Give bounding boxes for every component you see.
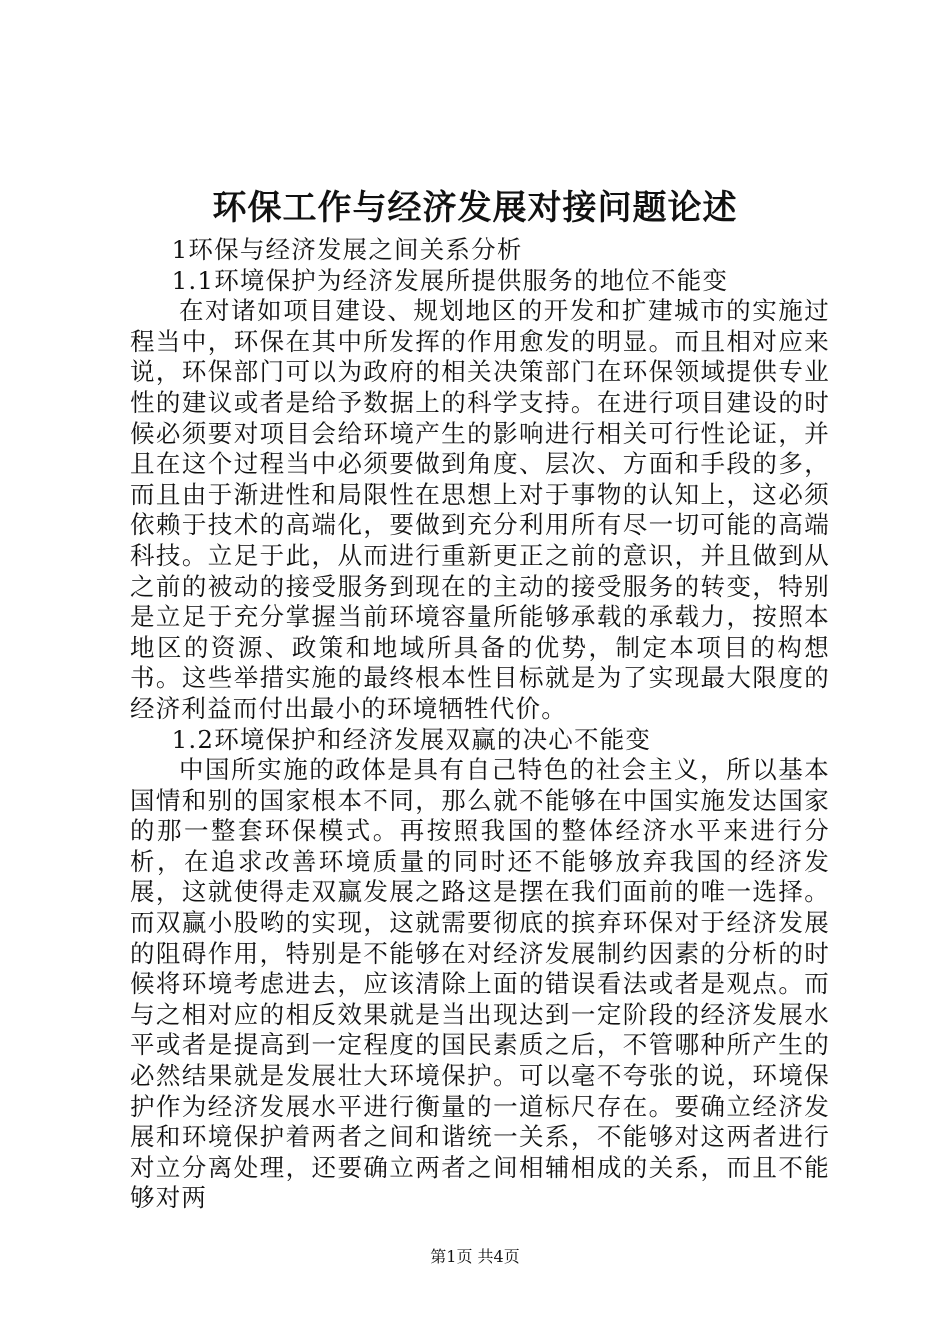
section-1-1-heading: 1.1环境保护为经济发展所提供服务的地位不能变 [171, 265, 729, 295]
document-body [130, 235, 830, 1214]
page-indicator: 第1页 共4页 [430, 1247, 520, 1266]
page-footer [0, 1246, 950, 1268]
section-1-2-paragraph: 中国所实施的政体是具有自己特色的社会主义，所以基本国情和别的国家根本不同，那么就不能够在中国实施发达国家的那一整套环保模式。再按照我国的整体经济水平来进行分析，在追求改善环境质量的同时还不能够放弃我国的经济发展，这就使得走双赢发展之路这是摆在我们面前的唯一选择。而双赢小股哟的实现，这就需要彻底的摈弃环保对于经济发展的阻碍作用，特别是不能够在对经济发展制约因素的分析的时候将环境考虑进去，应该清除上面的错误看法或者是观点。而与之相对应的相反效果就是当出现达到一定阶段的经济发展水平或者是提高到一定程度的国民素质之后，不管哪种所产生的必然结果就是发展壮大环境保护。可以毫不夸张的说，环境保护作为经济发展水平进行衡量的一道标尺存在。要确立经济发展和环境保护着两者之间和谐统一关系，不能够对这两者进行对立分离处理，还要确立两者之间相辅相成的关系，而且不能够对两 [130, 755, 830, 1213]
section-1-1-paragraph: 在对诸如项目建设、规划地区的开发和扩建城市的实施过程当中，环保在其中所发挥的作用愈发的明显。而且相对应来说，环保部门可以为政府的相关决策部门在环保领域提供专业性的建议或者是给予数据上的科学支持。在进行项目建设的时候必须要对项目会给环境产生的影响进行相关可行性论证，并且在这个过程当中必须要做到角度、层次、方面和手段的多，而且由于渐进性和局限性在思想上对于事物的认知上，这必须依赖于技术的高端化，要做到充分利用所有尽一切可能的高端科技。立足于此，从而进行重新更正之前的意识，并且做到从之前的被动的接受服务到现在的主动的接受服务的转变，特别是立足于充分掌握当前环境容量所能够承载的承载力，按照本地区的资源、政策和地域所具备的优势，制定本项目的构想书。这些举措实施的最终根本性目标就是为了实现最大限度的经济利益而付出最小的环境牺牲代价。 [130, 296, 830, 723]
document-title: 环保工作与经济发展对接问题论述 [212, 188, 738, 228]
section-1-heading: 1环保与经济发展之间关系分析 [171, 235, 523, 264]
section-1-2-heading: 1.2环境保护和经济发展双赢的决心不能变 [171, 724, 652, 754]
